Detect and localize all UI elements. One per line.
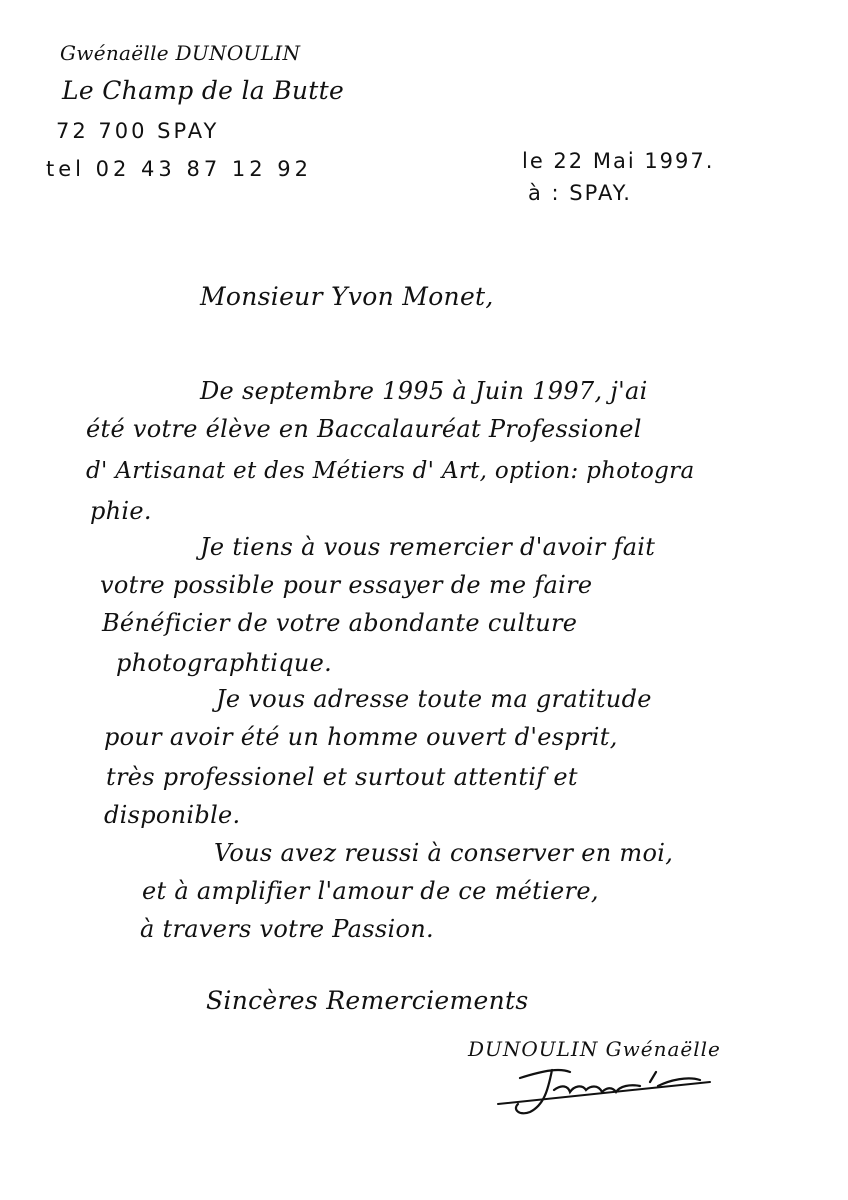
letter-place: à : SPAY.: [528, 181, 632, 205]
body-line: Je vous adresse toute ma gratitude: [216, 685, 652, 713]
body-line: votre possible pour essayer de me faire: [100, 571, 593, 599]
body-line: à travers votre Passion.: [140, 915, 434, 943]
sender-phone: tel 02 43 87 12 92: [46, 157, 312, 181]
body-line: De septembre 1995 à Juin 1997, j'ai: [200, 377, 648, 405]
body-line: Vous avez reussi à conserver en moi,: [214, 839, 674, 867]
sender-name: Gwénaëlle DUNOULIN: [60, 41, 301, 65]
salutation: Monsieur Yvon Monet,: [200, 282, 494, 311]
signature-scribble: [490, 1060, 720, 1130]
letter-date: le 22 Mai 1997.: [522, 149, 715, 173]
body-line: d' Artisanat et des Métiers d' Art, option: photogra: [86, 458, 695, 484]
body-line: été votre élève en Baccalauréat Professionel: [86, 415, 642, 443]
body-line: phie.: [90, 497, 152, 525]
body-line: pour avoir été un homme ouvert d'esprit,: [104, 723, 618, 751]
sender-city: 72 700 SPAY: [56, 119, 220, 143]
sender-street: Le Champ de la Butte: [62, 76, 345, 105]
body-line: Bénéficier de votre abondante culture: [102, 609, 578, 637]
body-line: photographtique.: [116, 649, 333, 677]
body-line: disponible.: [104, 801, 241, 829]
body-line: très professionel et surtout attentif et: [106, 763, 578, 791]
signature-name: DUNOULIN Gwénaëlle: [468, 1037, 721, 1061]
closing: Sincères Remerciements: [206, 986, 529, 1015]
body-line: Je tiens à vous remercier d'avoir fait: [200, 533, 656, 561]
body-line: et à amplifier l'amour de ce métiere,: [142, 877, 599, 905]
